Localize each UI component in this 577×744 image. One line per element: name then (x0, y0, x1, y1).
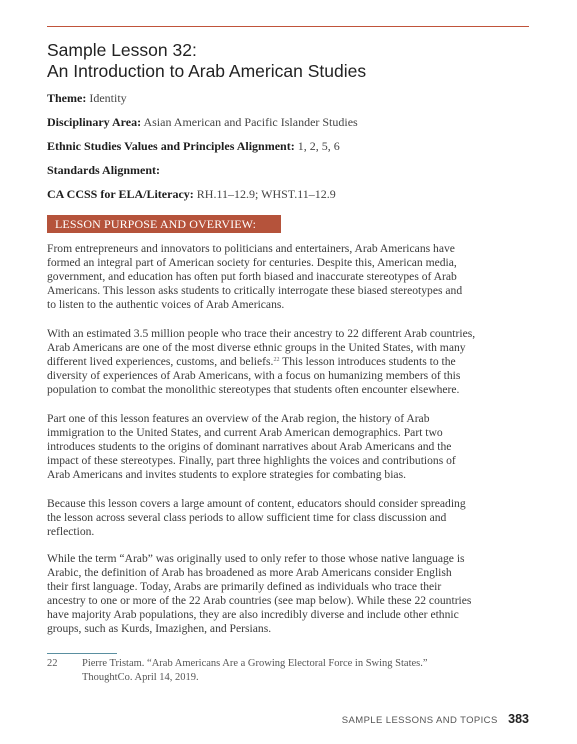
text-line: their first language. Today, Arabs are primarily defined as individuals who trace their (47, 579, 442, 593)
text-line: diversity of experiences of Arab Americans, with a focus on humanizing members of this (47, 368, 461, 382)
title-line-2: An Introduction to Arab American Studies (47, 61, 367, 81)
principles-value: 1, 2, 5, 6 (297, 139, 340, 153)
title-line-1: Sample Lesson 32: (47, 40, 197, 60)
paragraph-1 (47, 242, 533, 312)
text-line: introduces students to the origins of dominant narratives about Arab Americans and the (47, 439, 452, 453)
footnote-line: ThoughtCo. April 14, 2019. (82, 672, 199, 683)
text-line: From entrepreneurs and innovators to politicians and entertainers, Arab Americans have (47, 242, 455, 255)
text-line: the lesson across several class periods to allow sufficient time for class discussion and (47, 510, 447, 524)
footnote-ref[interactable]: 22 (273, 356, 280, 363)
text-line: Arabic, the definition of Arab has broadened as more Arab Americans consider English (47, 565, 452, 579)
top-rule (47, 26, 529, 27)
footnote-text (82, 657, 428, 685)
text-fragment: This lesson introduces students to the (279, 354, 456, 368)
ccss-value: RH.11–12.9; WHST.11–12.9 (196, 187, 336, 201)
page-footer (342, 710, 529, 728)
paragraph-4 (47, 497, 533, 539)
text-line: Americans. This lesson asks students to critically interrogate these biased stereotypes and (47, 283, 463, 297)
footnote-number: 22 (47, 658, 58, 669)
text-line: government, and education has often put forth biased and inaccurate stereotypes of Arab (47, 269, 457, 283)
footnote-line: Pierre Tristam. “Arab Americans Are a Growing Electoral Force in Swing States.” (82, 658, 428, 669)
disciplinary-row (47, 115, 537, 129)
paragraph-5 (47, 552, 533, 635)
text-line: Part one of this lesson features an overview of the Arab region, the history of Arab (47, 412, 430, 425)
disciplinary-label: Disciplinary Area: (47, 115, 142, 129)
text-line: groups, such as Kurds, Imazighen, and Persians. (47, 621, 272, 635)
principles-row (47, 139, 537, 153)
page-number: 383 (508, 712, 529, 726)
ccss-label: CA CCSS for ELA/Literacy: (47, 187, 194, 201)
text-line: immigration to the United States, and current Arab American demographics. Part two (47, 425, 443, 439)
text-line: impact of these stereotypes. Finally, part three highlights the voices and contributions of (47, 453, 456, 467)
theme-row (47, 91, 537, 105)
section-heading: LESSON PURPOSE AND OVERVIEW: (47, 215, 281, 233)
text-fragment: different lived experiences, customs, and beliefs. (47, 354, 274, 368)
text-line: population to combat the monolithic stereotypes that students often encounter elsewhere. (47, 382, 460, 396)
text-line: ancestry to one or more of the 22 Arab countries (see map below). While these 22 countries (47, 593, 472, 607)
text-line: reflection. (47, 524, 95, 538)
text-line: to listen to the authentic voices of Arab Americans. (47, 297, 285, 311)
standards-label: Standards Alignment: (47, 163, 161, 177)
theme-label: Theme: (47, 91, 87, 105)
principles-label: Ethnic Studies Values and Principles Alignment: (47, 139, 295, 153)
theme-value: Identity (89, 91, 127, 105)
paragraph-2 (47, 327, 533, 397)
standards-row (47, 163, 537, 177)
lesson-title (47, 40, 537, 82)
text-line: Because this lesson covers a large amount of content, educators should consider spreading (47, 497, 466, 510)
text-line: formed an integral part of American society for centuries. Despite this, American media, (47, 255, 457, 269)
text-line: While the term “Arab” was originally used to only refer to those whose native language is (47, 552, 465, 565)
footer-section-label: SAMPLE LESSONS AND TOPICS (341, 715, 498, 726)
text-line (47, 355, 533, 369)
ccss-row (47, 187, 537, 201)
paragraph-3 (47, 412, 533, 482)
disciplinary-value: Asian American and Pacific Islander Studies (143, 115, 358, 129)
text-line: have majority Arab populations, they are also incredibly diverse and include other ethnic (47, 607, 459, 621)
footnote-rule (47, 653, 117, 654)
text-line: Arab Americans and invites students to explore strategies for combating bias. (47, 467, 406, 481)
text-line: Arab Americans are one of the most diverse ethnic groups in the United States, with many (47, 340, 466, 354)
text-line: With an estimated 3.5 million people who trace their ancestry to 22 different Arab countries, (47, 327, 476, 340)
